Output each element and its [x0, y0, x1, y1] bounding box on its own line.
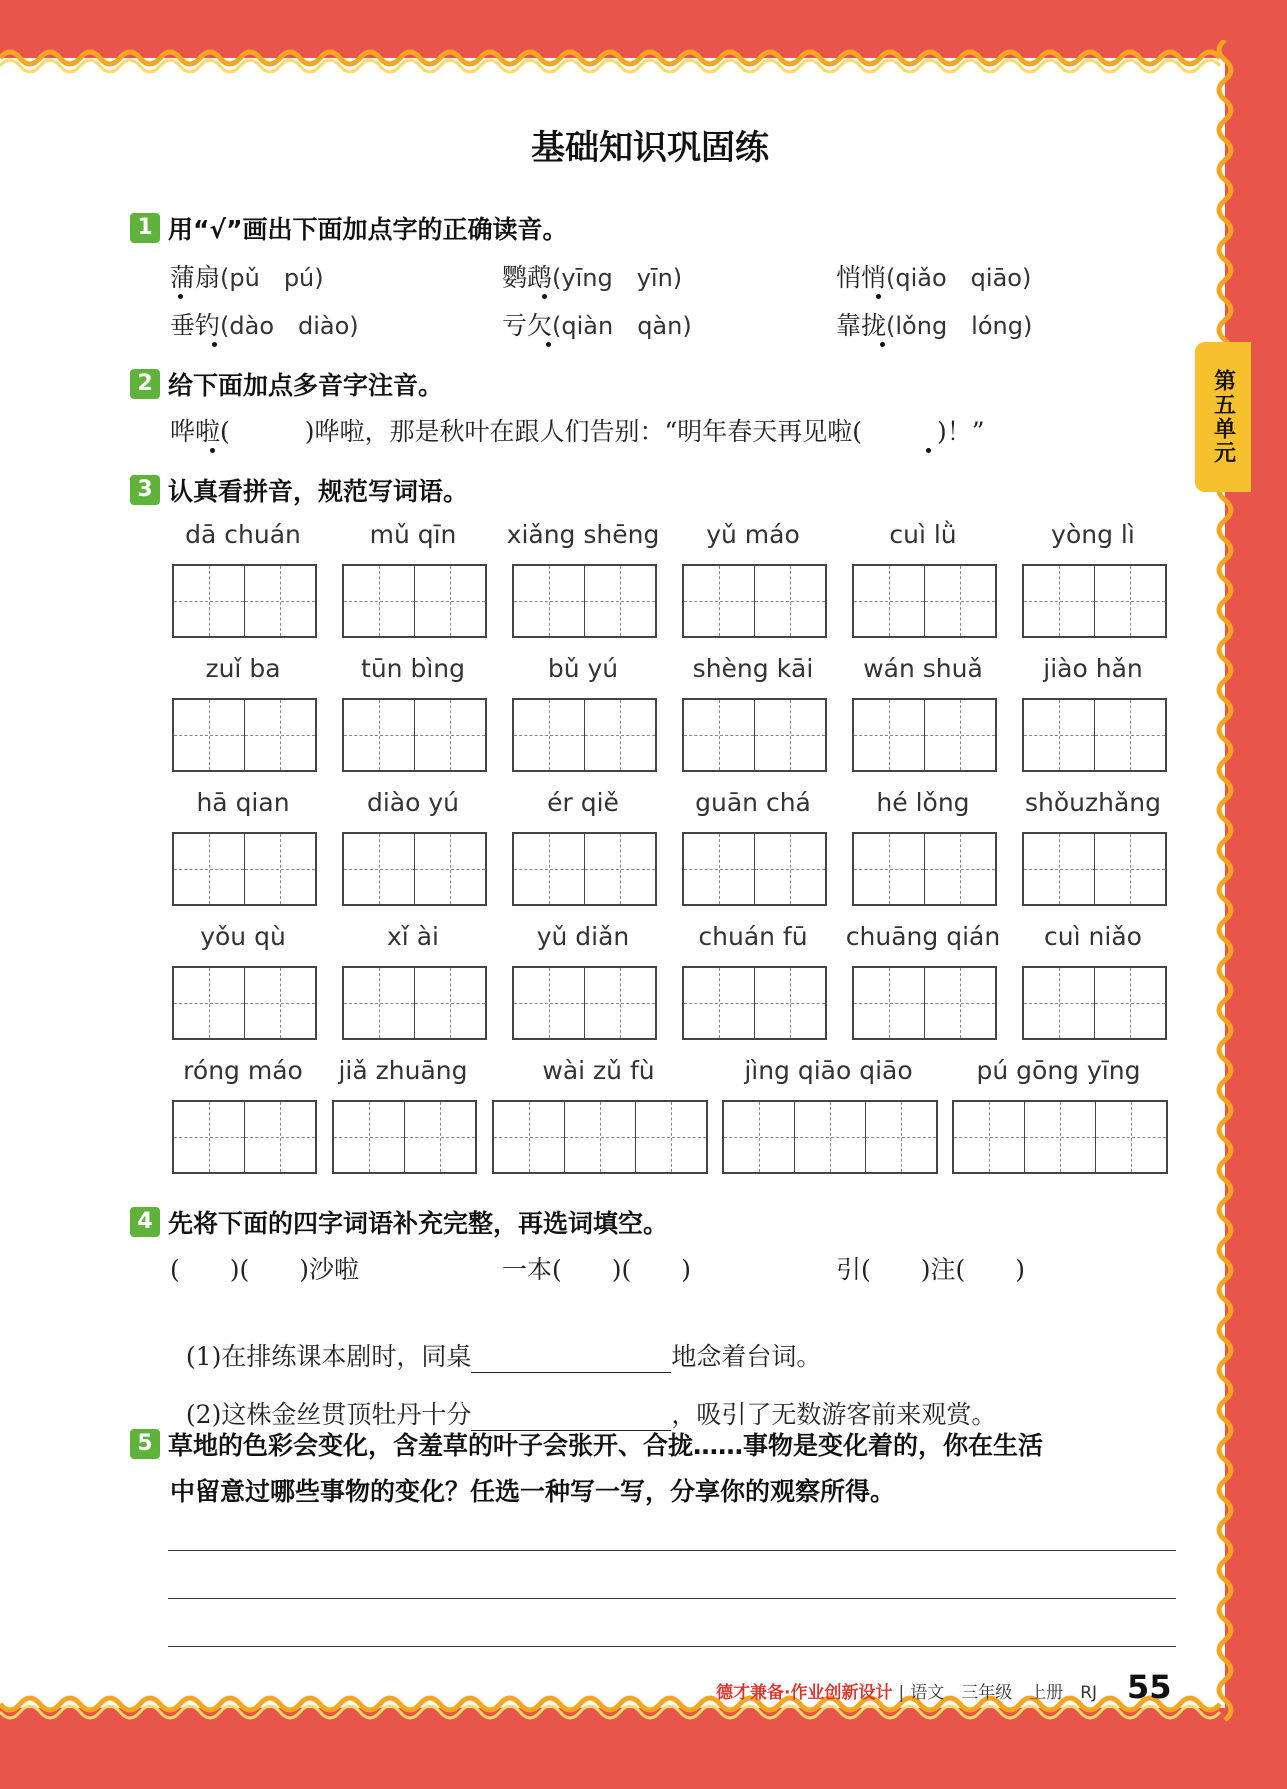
q4-sentence-1-start: (1)在排练课本剧时，同桌 — [185, 1342, 472, 1371]
q3-writing-grid[interactable] — [852, 966, 997, 1040]
q4-idiom-1[interactable]: ( )( )沙啦 — [170, 1255, 360, 1284]
tianzige-cell[interactable] — [1024, 968, 1095, 1038]
tianzige-cell[interactable] — [245, 566, 315, 636]
tianzige-cell[interactable] — [514, 700, 585, 770]
q3-writing-grid[interactable] — [342, 832, 487, 906]
emphasis-dot — [210, 448, 215, 453]
q3-pinyin: guān chá — [695, 788, 811, 817]
q1-pinyin-options: (lǒng lóng) — [886, 312, 1033, 340]
q1-pinyin-options: (yīng yīn) — [552, 264, 683, 292]
q3-pinyin: yǔ diǎn — [536, 922, 630, 951]
q3-pinyin: wán shuǎ — [863, 654, 983, 683]
q3-pinyin: hé lǒng — [876, 788, 970, 817]
question-5-heading — [130, 1426, 1043, 1462]
tianzige-cell[interactable] — [245, 700, 315, 770]
tianzige-cell[interactable] — [344, 700, 415, 770]
tianzige-cell[interactable] — [684, 566, 755, 636]
emphasis-dot — [876, 294, 881, 299]
tianzige-cell[interactable] — [245, 834, 315, 904]
q3-pinyin: pú gōng yīng — [976, 1056, 1141, 1085]
q1-item-1[interactable] — [170, 258, 324, 294]
question-3-prompt: 认真看拼音，规范写词语。 — [168, 477, 469, 506]
q3-pinyin: xǐ ài — [387, 922, 439, 951]
tianzige-cell[interactable] — [684, 968, 755, 1038]
q3-pinyin: hā qian — [196, 788, 290, 817]
q1-word: 垂钓 — [170, 311, 221, 340]
question-4-heading — [130, 1204, 668, 1240]
q3-pinyin: diào yú — [366, 788, 460, 817]
wavy-border-right — [1205, 40, 1245, 1730]
q1-pinyin-options: (dào diào) — [220, 312, 359, 340]
q3-writing-grid[interactable] — [1022, 698, 1167, 772]
answer-line[interactable] — [168, 1646, 1176, 1647]
q4-idiom-3[interactable]: 引( )注( ) — [836, 1255, 1026, 1284]
page-number: 55 — [1127, 1668, 1172, 1706]
q3-pinyin: shèng kāi — [692, 654, 814, 683]
q3-pinyin: róng máo — [183, 1056, 303, 1085]
q3-writing-grid[interactable] — [722, 1100, 938, 1174]
q1-pinyin-options: (qiàn qàn) — [552, 312, 692, 340]
q3-pinyin: chuán fū — [698, 922, 808, 951]
tianzige-cell[interactable] — [514, 566, 585, 636]
q1-word: 悄悄 — [836, 263, 887, 292]
tianzige-cell[interactable] — [585, 834, 655, 904]
q3-writing-grid[interactable] — [512, 832, 657, 906]
footer-brand: 德才兼备·作业创新设计 — [716, 1683, 893, 1703]
tianzige-cell[interactable] — [925, 968, 995, 1038]
q4-sentence-2-start: (2)这株金丝贯顶牡丹十分 — [185, 1400, 472, 1429]
q1-item-5[interactable] — [502, 306, 692, 342]
question-2-prompt: 给下面加点多音字注音。 — [168, 371, 444, 400]
tianzige-cell[interactable] — [344, 968, 415, 1038]
tianzige-cell[interactable] — [565, 1102, 636, 1172]
tianzige-cell[interactable] — [344, 566, 415, 636]
tianzige-cell[interactable] — [1024, 566, 1095, 636]
tianzige-cell[interactable] — [415, 566, 485, 636]
q3-writing-grid[interactable] — [342, 966, 487, 1040]
q3-pinyin: bǔ yú — [547, 654, 619, 683]
q3-writing-grid[interactable] — [172, 1100, 317, 1174]
tianzige-cell[interactable] — [334, 1102, 405, 1172]
q1-word: 靠拢 — [836, 311, 887, 340]
tianzige-cell[interactable] — [1095, 700, 1165, 770]
page-footer — [716, 1668, 1172, 1706]
q3-pinyin: yǔ máo — [706, 520, 800, 549]
q1-item-6[interactable] — [836, 306, 1032, 342]
q4-sentence-2-end: ，吸引了无数游客前来观赏。 — [671, 1400, 997, 1429]
q1-word: 亏欠 — [502, 311, 553, 340]
tianzige-cell[interactable] — [755, 566, 825, 636]
q3-pinyin: zuǐ ba — [205, 654, 281, 683]
tianzige-cell[interactable] — [174, 566, 245, 636]
q3-pinyin: xiǎng shēng — [506, 520, 660, 549]
question-1-prompt: 用“√”画出下面加点字的正确读音。 — [168, 215, 568, 244]
q3-pinyin: jìng qiāo qiāo — [744, 1056, 913, 1085]
question-number-badge: 1 — [130, 213, 160, 243]
tianzige-cell[interactable] — [174, 968, 245, 1038]
question-1-heading — [130, 210, 568, 246]
tianzige-cell[interactable] — [925, 700, 995, 770]
tianzige-cell[interactable] — [1096, 1102, 1166, 1172]
q1-word: 蒲扇 — [170, 263, 221, 292]
tianzige-cell[interactable] — [854, 834, 925, 904]
q3-writing-grid[interactable] — [172, 966, 317, 1040]
tianzige-cell[interactable] — [585, 700, 655, 770]
tianzige-cell[interactable] — [854, 700, 925, 770]
q3-pinyin: cuì lǜ — [889, 520, 957, 549]
q3-pinyin: yòng lì — [1051, 520, 1135, 549]
q3-pinyin: ér qiě — [547, 788, 619, 817]
tianzige-cell[interactable] — [925, 834, 995, 904]
q3-pinyin: jiǎ zhuāng — [338, 1056, 468, 1085]
tianzige-cell[interactable] — [795, 1102, 866, 1172]
tianzige-cell[interactable] — [755, 700, 825, 770]
question-number-badge: 5 — [130, 1429, 160, 1459]
q4-sentence-2 — [170, 1366, 996, 1431]
q3-writing-grid[interactable] — [512, 564, 657, 638]
q3-writing-grid[interactable] — [172, 698, 317, 772]
tianzige-cell[interactable] — [925, 566, 995, 636]
emphasis-dot — [546, 342, 551, 347]
tianzige-cell[interactable] — [514, 834, 585, 904]
q3-writing-grid[interactable] — [512, 966, 657, 1040]
tianzige-cell[interactable] — [1024, 700, 1095, 770]
question-4-prompt: 先将下面的四字词语补充完整，再选词填空。 — [168, 1209, 669, 1238]
footer-info: 语文 三年级 上册 RJ — [910, 1683, 1098, 1703]
tianzige-cell[interactable] — [174, 1102, 245, 1172]
question-number-badge: 4 — [130, 1207, 160, 1237]
emphasis-dot — [212, 342, 217, 347]
tianzige-cell[interactable] — [755, 968, 825, 1038]
q3-writing-grid[interactable] — [1022, 966, 1167, 1040]
tianzige-cell[interactable] — [405, 1102, 475, 1172]
tianzige-cell[interactable] — [636, 1102, 706, 1172]
question-number-badge: 2 — [130, 369, 160, 399]
q3-pinyin: dā chuán — [185, 520, 301, 549]
q3-writing-grid[interactable] — [332, 1100, 477, 1174]
q4-sentence-1 — [170, 1308, 821, 1373]
question-2-heading — [130, 366, 443, 402]
q4-sentence-1-end: 地念着台词。 — [671, 1342, 822, 1371]
tianzige-cell[interactable] — [174, 700, 245, 770]
q1-word: 鹦鹉 — [502, 263, 553, 292]
tianzige-cell[interactable] — [415, 700, 485, 770]
q3-writing-grid[interactable] — [852, 564, 997, 638]
tianzige-cell[interactable] — [174, 834, 245, 904]
tianzige-cell[interactable] — [684, 834, 755, 904]
q3-writing-grid[interactable] — [172, 832, 317, 906]
q3-writing-grid[interactable] — [682, 698, 827, 772]
q3-pinyin: shǒuzhǎng — [1024, 788, 1161, 817]
q3-writing-grid[interactable] — [172, 564, 317, 638]
tianzige-cell[interactable] — [494, 1102, 565, 1172]
emphasis-dot — [926, 448, 931, 453]
page-title: 基础知识巩固练 — [531, 128, 769, 168]
q1-pinyin-options: (pǔ pú) — [220, 264, 324, 292]
footer-separator: | — [898, 1683, 905, 1703]
tianzige-cell[interactable] — [854, 566, 925, 636]
q3-writing-grid[interactable] — [492, 1100, 708, 1174]
q3-pinyin: mǔ qīn — [369, 520, 457, 549]
tianzige-cell[interactable] — [755, 834, 825, 904]
tianzige-cell[interactable] — [724, 1102, 795, 1172]
question-number-badge: 3 — [130, 475, 160, 505]
q1-item-3[interactable] — [836, 258, 1031, 294]
q3-writing-grid[interactable] — [682, 832, 827, 906]
q3-pinyin: wài zǔ fù — [542, 1056, 655, 1085]
question-5-prompt-line-1: 草地的色彩会变化，含羞草的叶子会张开、合拢……事物是变化着的，你在生活 — [168, 1431, 1044, 1460]
tianzige-cell[interactable] — [415, 968, 485, 1038]
tianzige-cell[interactable] — [585, 566, 655, 636]
wavy-border-top — [0, 38, 1287, 78]
q3-writing-grid[interactable] — [682, 564, 827, 638]
q3-writing-grid[interactable] — [512, 698, 657, 772]
emphasis-dot — [542, 294, 547, 299]
q4-idiom-2[interactable]: 一本( )( ) — [502, 1255, 692, 1284]
answer-line[interactable] — [168, 1598, 1176, 1599]
q3-writing-grid[interactable] — [342, 564, 487, 638]
tianzige-cell[interactable] — [514, 968, 585, 1038]
tianzige-cell[interactable] — [684, 700, 755, 770]
tianzige-cell[interactable] — [954, 1102, 1025, 1172]
question-3-heading — [130, 472, 468, 508]
tianzige-cell[interactable] — [585, 968, 655, 1038]
q3-pinyin: cuì niǎo — [1044, 922, 1142, 951]
q3-pinyin: chuāng qián — [845, 922, 1001, 951]
q1-pinyin-options: (qiǎo qiāo) — [886, 264, 1032, 292]
answer-line[interactable] — [168, 1550, 1176, 1551]
tianzige-cell[interactable] — [1095, 834, 1165, 904]
q2-sentence[interactable]: 哗啦( )哗啦，那是秋叶在跟人们告别：“明年春天再见啦( )！” — [170, 417, 985, 446]
q3-writing-grid[interactable] — [952, 1100, 1168, 1174]
q3-writing-grid[interactable] — [1022, 564, 1167, 638]
q3-writing-grid[interactable] — [852, 698, 997, 772]
unit-side-tab — [1195, 342, 1251, 492]
q1-item-2[interactable] — [502, 258, 682, 294]
q3-writing-grid[interactable] — [342, 698, 487, 772]
tianzige-cell[interactable] — [344, 834, 415, 904]
tianzige-cell[interactable] — [245, 1102, 315, 1172]
tianzige-cell[interactable] — [1024, 834, 1095, 904]
unit-side-tab-label: 第五单元 — [1210, 369, 1236, 465]
q3-writing-grid[interactable] — [1022, 832, 1167, 906]
q1-item-4[interactable] — [170, 306, 359, 342]
q3-pinyin: tūn bìng — [361, 654, 465, 683]
emphasis-dot — [880, 342, 885, 347]
q3-writing-grid[interactable] — [682, 966, 827, 1040]
tianzige-cell[interactable] — [1025, 1102, 1096, 1172]
q3-writing-grid[interactable] — [852, 832, 997, 906]
tianzige-cell[interactable] — [854, 968, 925, 1038]
tianzige-cell[interactable] — [415, 834, 485, 904]
emphasis-dot — [178, 294, 183, 299]
tianzige-cell[interactable] — [1095, 968, 1165, 1038]
tianzige-cell[interactable] — [866, 1102, 936, 1172]
q3-pinyin: yǒu qù — [200, 922, 286, 951]
q3-pinyin: jiào hǎn — [1043, 654, 1143, 683]
tianzige-cell[interactable] — [245, 968, 315, 1038]
question-5-prompt-line-2: 中留意过哪些事物的变化？任选一种写一写，分享你的观察所得。 — [170, 1477, 896, 1506]
tianzige-cell[interactable] — [1095, 566, 1165, 636]
